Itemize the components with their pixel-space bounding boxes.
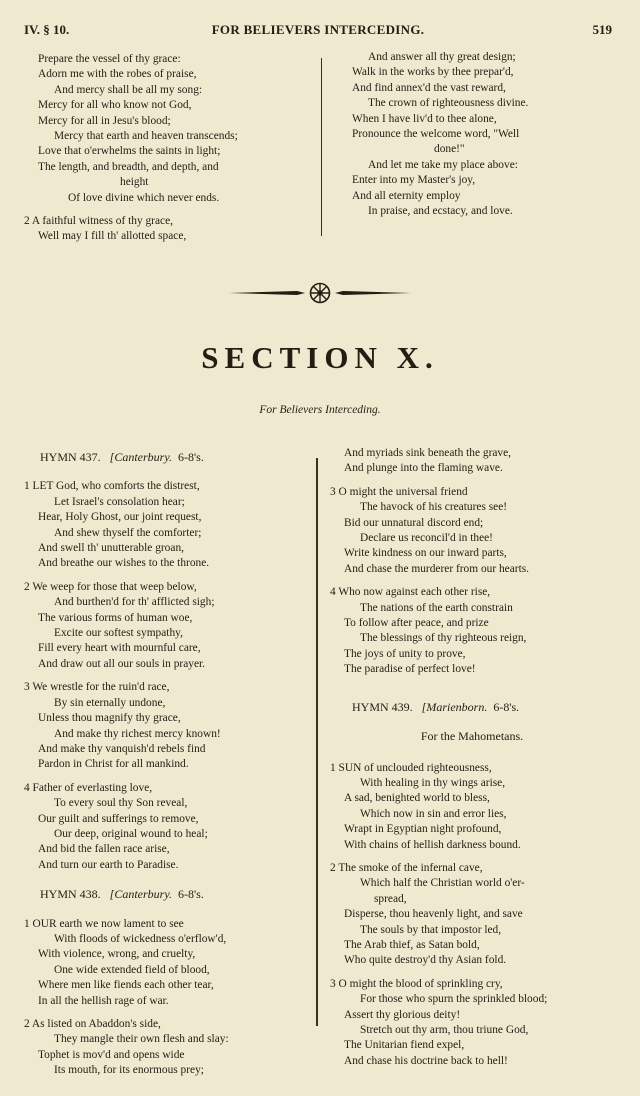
verse-line: Wrapt in Egyptian night profound,: [344, 823, 502, 836]
verse-line: And mercy shall be all my song:: [54, 83, 203, 96]
stanza-gap: [24, 1009, 308, 1017]
verse-line: Of love divine which never ends.: [68, 191, 220, 204]
verse-line: Mercy that earth and heaven transcends;: [54, 130, 238, 143]
verse-line: And swell th' unutterable groan,: [38, 542, 184, 555]
verse-line: Write kindness on our inward parts,: [344, 547, 507, 560]
verse-line: 4 Father of everlasting love,: [24, 781, 153, 794]
stanza-gap: [24, 672, 308, 680]
section-title: SECTION X.: [201, 340, 439, 375]
verse-line: The havock of his creatures see!: [360, 501, 508, 514]
hymn-meter: 6-8's.: [493, 699, 520, 714]
verse-line: And all eternity employ: [352, 189, 461, 202]
verse-line: Well may I fill th' allotted space,: [38, 230, 187, 243]
verse-line: 3 We wrestle for the ruin'd race,: [24, 681, 170, 694]
column-rule-top: [321, 58, 322, 236]
stanza-gap: [330, 477, 614, 485]
verse-line: Pronounce the welcome word, "Well: [352, 128, 520, 141]
verse-line: spread,: [374, 892, 407, 905]
verse-line: And find annex'd the vast reward,: [352, 81, 506, 94]
verse-line: Which half the Christian world o'er-: [360, 877, 525, 890]
verse-line: Stretch out thy arm, thou triune God,: [360, 1024, 529, 1036]
verse-line: Let Israel's consolation hear;: [54, 495, 185, 508]
stanza-gap: [330, 577, 614, 585]
hymn-tune: [Canterbury.: [109, 450, 173, 464]
verse-line: 2 As listed on Abaddon's side,: [24, 1018, 161, 1030]
verse-line: And shew thyself the comforter;: [54, 526, 202, 539]
verse-line: They mangle their own flesh and slay:: [54, 1033, 229, 1046]
verse-line: Pardon in Christ for all mankind.: [38, 758, 189, 771]
verse-line: And breathe our wishes to the throne.: [38, 557, 210, 570]
verse-line: 2 The smoke of the infernal cave,: [330, 861, 483, 874]
hymn-tune: [Canterbury.: [109, 887, 173, 902]
hymn-meter: 6-8's.: [178, 450, 204, 464]
hymn-tune: [Marienborn.: [421, 699, 488, 714]
stanza-gap: [24, 206, 306, 214]
bottom-right-column: [330, 446, 614, 1069]
hymn-number: HYMN 437.: [40, 450, 101, 464]
verse-line: Its mouth, for its enormous prey;: [54, 1064, 204, 1077]
verse-line: The Unitarian fiend expel,: [344, 1039, 465, 1052]
verse-line: 3 O might the universal friend: [330, 485, 468, 498]
verse-line: And turn our earth to Paradise.: [38, 858, 179, 871]
verse-line: Assert thy glorious deity!: [344, 1008, 461, 1021]
verse-line: done!": [434, 143, 465, 156]
verse-line: Who quite destroy'd thy Asian fold.: [344, 954, 507, 967]
verse-line: Hear, Holy Ghost, our joint request,: [38, 511, 202, 524]
verse-line: And let me take my place above:: [368, 158, 518, 171]
hymn-439-title: For the Mahometans.: [420, 729, 524, 744]
running-title: FOR BELIEVERS INTERCEDING.: [211, 22, 425, 37]
verse-line: Unless thou magnify thy grace,: [38, 712, 181, 725]
verse-line: height: [120, 176, 149, 189]
verse-line: With chains of hellish darkness bound.: [344, 838, 521, 851]
verse-line: Prepare the vessel of thy grace:: [38, 53, 181, 65]
verse-line: Fill every heart with mournful care,: [38, 642, 201, 655]
verse-line: 1 SUN of unclouded righteousness,: [330, 761, 492, 774]
verse-line: The blessings of thy righteous reign,: [360, 632, 527, 645]
hymn-438-verses: [24, 917, 308, 1079]
hymn-meter: 6-8's.: [178, 887, 204, 902]
verse-line: The various forms of human woe,: [38, 611, 193, 624]
verse-line: Our deep, original wound to heal;: [54, 827, 208, 840]
verse-line: When I have liv'd to thee alone,: [352, 112, 497, 125]
hymn-438-heading: [40, 887, 308, 902]
bottom-left-column: [24, 446, 308, 1079]
verse-line: Which now in sin and error lies,: [360, 807, 507, 820]
verse-line: Tophet is mov'd and opens wide: [38, 1048, 185, 1061]
verse-line: 2 We weep for those that weep below,: [24, 580, 197, 593]
verse-line: 1 LET God, who comforts the distrest,: [24, 480, 200, 493]
top-right-column: [338, 50, 608, 219]
verse-line: To every soul thy Son reveal,: [54, 797, 188, 810]
verse-line: With healing in thy wings arise,: [360, 776, 506, 789]
verse-line: And make thy richest mercy known!: [54, 727, 221, 740]
verse-line: The paradise of perfect love!: [344, 663, 476, 676]
verse-line: 1 OUR earth we now lament to see: [24, 917, 184, 930]
hymn-438-continued: [330, 446, 614, 678]
verse-line: Where men like fiends each other tear,: [38, 979, 214, 992]
verse-line: And make thy vanquish'd rebels find: [38, 742, 206, 755]
stanza-gap: [24, 572, 308, 580]
verse-line: And burthen'd for th' afflicted sigh;: [54, 596, 215, 609]
section-subtitle: For Believers Interceding.: [259, 404, 381, 416]
running-head: [24, 22, 612, 40]
verse-line: Our guilt and sufferings to remove,: [38, 812, 199, 825]
verse-line: In all the hellish rage of war.: [38, 994, 169, 1007]
stanza-gap: [330, 969, 614, 977]
hymn-439-verses: [330, 761, 614, 1070]
page-number: 519: [592, 22, 612, 37]
verse-line: Declare us reconcil'd in thee!: [360, 532, 493, 545]
verse-line: And chase his doctrine back to hell!: [344, 1054, 508, 1067]
verse-line: The joys of unity to prove,: [344, 647, 466, 660]
verse-line: The length, and breadth, and depth, and: [38, 160, 219, 173]
ornament-divider: [225, 282, 415, 304]
stanza-gap: [330, 853, 614, 861]
verse-line: And answer all thy great design;: [368, 51, 516, 63]
verse-line: Walk in the works by thee prepar'd,: [352, 66, 514, 79]
verse-line: One wide extended field of blood,: [54, 963, 210, 976]
column-rule-bottom: [316, 458, 318, 1026]
verse-line: Disperse, thou heavenly light, and save: [344, 908, 523, 921]
top-left-column: [24, 52, 306, 245]
verse-line: And plunge into the flaming wave.: [344, 462, 503, 475]
verse-line: Bid our unnatural discord end;: [344, 516, 484, 529]
verse-line: Enter into my Master's joy,: [352, 174, 476, 187]
verse-line: 3 O might the blood of sprinkling cry,: [330, 977, 503, 990]
verse-line: Mercy for all who know not God,: [38, 99, 192, 112]
verse-line: For those who spurn the sprinkled blood;: [360, 993, 548, 1006]
verse-line: Excite our softest sympathy,: [54, 627, 183, 640]
hymn-437-heading: [40, 450, 308, 465]
verse-line: With violence, wrong, and cruelty,: [38, 948, 196, 961]
stanza-gap: [24, 773, 308, 781]
verse-line: The Arab thief, as Satan bold,: [344, 938, 480, 951]
verse-line: The crown of righteousness divine.: [368, 97, 529, 110]
verse-line: And bid the fallen race arise,: [38, 843, 170, 856]
verse-line: Love that o'erwhelms the saints in light;: [38, 145, 221, 158]
verse-line: 2 A faithful witness of thy grace,: [24, 215, 173, 228]
verse-line: The nations of the earth constrain: [360, 601, 513, 614]
hymn-number: HYMN 439.: [352, 699, 413, 714]
verse-line: With floods of wickedness o'erflow'd,: [54, 932, 227, 945]
hymn-437-verses: [24, 479, 308, 873]
verse-line: And draw out all our souls in prayer.: [38, 657, 206, 670]
verse-line: 4 Who now against each other rise,: [330, 586, 491, 599]
hymn-439-heading: [352, 700, 614, 715]
hymn-number: HYMN 438.: [40, 887, 101, 902]
verse-line: And chase the murderer from our hearts.: [344, 562, 530, 575]
verse-line: In praise, and ecstacy, and love.: [368, 205, 513, 218]
verse-line: And myriads sink beneath the grave,: [344, 447, 512, 459]
section-ref: IV. § 10.: [24, 22, 70, 37]
verse-line: Mercy for all in Jesu's blood;: [38, 114, 171, 127]
verse-line: The souls by that impostor led,: [360, 923, 502, 936]
verse-line: A sad, benighted world to bless,: [344, 792, 490, 805]
verse-line: Adorn me with the robes of praise,: [38, 68, 197, 81]
verse-line: To follow after peace, and prize: [344, 617, 489, 630]
verse-line: By sin eternally undone,: [54, 696, 166, 709]
